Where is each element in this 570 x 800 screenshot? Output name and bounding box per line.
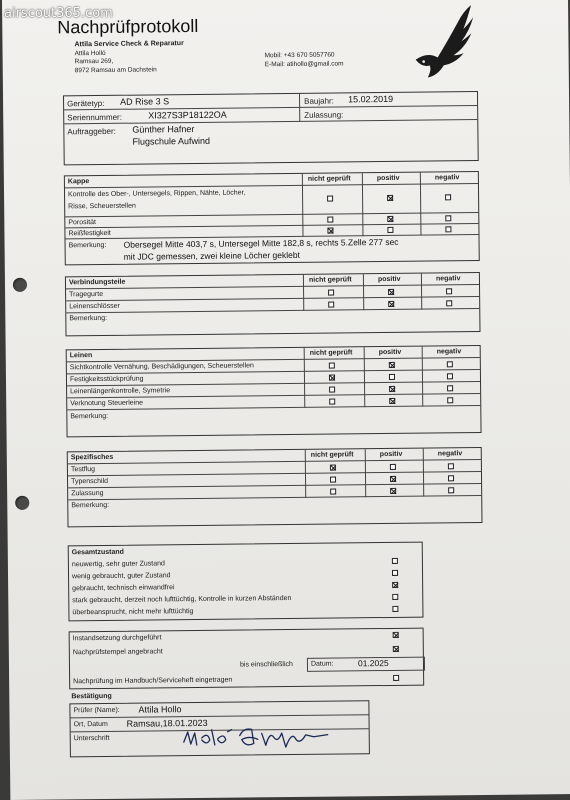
device-info-box <box>63 91 479 165</box>
checkbox-condition[interactable] <box>392 582 398 588</box>
checkbox-negative[interactable] <box>448 463 454 469</box>
row-label: Reißfestigkeit <box>68 229 111 238</box>
checkbox-not-checked[interactable] <box>327 196 333 202</box>
punch-hole <box>13 278 27 292</box>
row-label: Tragegurte <box>69 290 104 299</box>
col-positive: positiv <box>377 275 401 284</box>
col-positive: positiv <box>378 348 402 357</box>
condition-option: stark gebraucht, derzeit noch lufttüchtig, Kontrolle in kurzen Abständen <box>72 595 292 605</box>
checkbox-positive[interactable] <box>389 386 395 392</box>
section-title: Kappe <box>67 178 90 186</box>
date-value: 01.2025 <box>357 657 389 669</box>
company-person: Attila Holló <box>74 49 106 57</box>
col-not-checked: nicht geprüft <box>308 276 352 284</box>
col-negative: negativ <box>435 275 461 283</box>
row-label: Kontrolle des Ober-, Untersegels, Rippen, Nähte, Löcher, <box>68 189 246 199</box>
checkbox-not-checked[interactable] <box>330 489 336 495</box>
checkbox-not-checked[interactable] <box>327 217 333 223</box>
approval-label: Zulassung: <box>304 110 344 120</box>
company-name: Attila Service Check & Reparatur <box>74 40 184 49</box>
checkbox-negative[interactable] <box>446 300 452 306</box>
checkbox-positive[interactable] <box>388 301 394 307</box>
checkbox-manual[interactable] <box>393 675 399 681</box>
company-street: Ramsau 269, <box>74 57 114 66</box>
section-kappe <box>64 171 480 265</box>
condition-option: überbeansprucht, nicht mehr lufttüchtig <box>72 608 194 617</box>
checkbox-negative[interactable] <box>448 487 454 493</box>
checkbox-condition[interactable] <box>392 570 398 576</box>
place-date-value: Ramsau,18.01.2023 <box>126 717 208 729</box>
mobile-number: Mobil: +43 670 5057760 <box>264 51 335 60</box>
checkbox-not-checked[interactable] <box>330 465 336 471</box>
checkbox-stamp[interactable] <box>393 646 399 652</box>
checkbox-positive[interactable] <box>389 374 395 380</box>
checkbox-not-checked[interactable] <box>329 399 335 405</box>
device-type-label: Gerätetyp: <box>67 98 105 109</box>
row-label: Verknotung Steuerleine <box>70 399 144 408</box>
row-label-cont: Risse, Scheuerstellen <box>68 202 136 211</box>
year-label: Baujahr: <box>304 96 334 106</box>
checkbox-positive[interactable] <box>387 195 393 201</box>
col-positive: positiv <box>379 450 403 459</box>
checkbox-not-checked[interactable] <box>328 302 334 308</box>
document-title: Nachprüfprotokoll <box>57 15 199 38</box>
device-type-value: AD Rise 3 S <box>120 96 170 107</box>
confirmation-title: Bestätigung <box>71 692 112 701</box>
row-label: Leinenlängenkontrolle, Symetrie <box>70 387 171 396</box>
checkbox-not-checked[interactable] <box>330 477 336 483</box>
checkbox-positive[interactable] <box>389 398 395 404</box>
protocol-sheet <box>2 0 570 800</box>
col-not-checked: nicht geprüft <box>310 451 354 459</box>
checkbox-negative[interactable] <box>447 385 453 391</box>
condition-option: wenig gebraucht, guter Zustand <box>72 572 171 581</box>
remarks-label: Bemerkung: <box>68 241 107 250</box>
checkbox-repair[interactable] <box>393 632 399 638</box>
inspector-label: Prüfer (Name): <box>73 706 120 715</box>
checkbox-negative[interactable] <box>445 215 451 221</box>
company-contact <box>265 50 344 69</box>
checkbox-positive[interactable] <box>390 488 396 494</box>
manual-label: Nachprüfung im Handbuch/Serviceheft eingetragen <box>73 676 233 686</box>
col-not-checked: nicht geprüft <box>307 175 351 183</box>
remarks-label: Bemerkung: <box>70 412 109 421</box>
section-title: Spezifisches <box>70 453 114 462</box>
section-spezifisches <box>67 447 483 527</box>
col-negative: negativ <box>434 174 460 182</box>
punch-hole <box>15 496 29 510</box>
col-negative: negativ <box>437 450 463 458</box>
serial-label: Seriennummer: <box>67 112 122 123</box>
row-label: Leinenschlösser <box>69 302 120 311</box>
checkbox-negative[interactable] <box>448 475 454 481</box>
checkbox-condition[interactable] <box>392 594 398 600</box>
col-not-checked: nicht geprüft <box>309 349 353 357</box>
checkbox-negative[interactable] <box>445 194 451 200</box>
section-instandsetzung <box>69 628 425 690</box>
serial-value: XI327S3P18122OA <box>148 109 227 121</box>
email-address: E-Mail: atihollo@gmail.com <box>264 60 344 69</box>
company-address <box>74 40 184 75</box>
date-label: Datum: <box>310 660 334 668</box>
inspector-name: Attila Hollo <box>138 704 182 715</box>
remarks-label: Bemerkung: <box>69 314 108 323</box>
section-title: Gesamtzustand <box>71 548 124 557</box>
client-company: Flugschule Aufwind <box>132 135 211 147</box>
checkbox-negative[interactable] <box>445 226 451 232</box>
year-value: 15.02.2019 <box>348 93 394 105</box>
client-label: Auftraggeber: <box>67 126 116 137</box>
row-label: Sichtkontrolle Vernähung, Beschädigungen, Scheuerstellen <box>69 362 254 372</box>
row-label: Typenschild <box>71 477 109 486</box>
place-date-label: Ort, Datum <box>73 720 108 729</box>
checkbox-positive[interactable] <box>389 362 395 368</box>
remarks-line: Obersegel Mitte 403,7 s, Untersegel Mitte 182,8 s, rechts 5.Zelle 277 sec <box>123 236 399 250</box>
row-label: Testflug <box>70 466 96 474</box>
condition-option: neuwertig, sehr guter Zustand <box>71 560 165 569</box>
checkbox-positive[interactable] <box>388 289 394 295</box>
handwritten-signature <box>182 723 332 755</box>
checkbox-not-checked[interactable] <box>329 375 335 381</box>
checkbox-not-checked[interactable] <box>328 290 334 296</box>
checkbox-condition[interactable] <box>392 606 398 612</box>
checkbox-positive[interactable] <box>387 216 393 222</box>
section-title: Verbindungsteile <box>68 278 126 287</box>
col-negative: negativ <box>436 348 462 356</box>
section-gesamtzustand <box>68 542 424 622</box>
checkbox-not-checked[interactable] <box>327 228 333 234</box>
row-label: Festigkeitsstückprüfung <box>69 375 144 384</box>
checkbox-positive[interactable] <box>390 464 396 470</box>
section-leinen <box>66 345 482 437</box>
remarks-line: mit JDC gemessen, zwei kleine Löcher geklebt <box>123 249 300 262</box>
checkbox-positive[interactable] <box>387 227 393 233</box>
client-name: Günther Hafner <box>132 123 195 135</box>
stamp-label: Nachprüfstempel angebracht <box>72 648 163 657</box>
checkbox-negative[interactable] <box>446 288 452 294</box>
checkbox-negative[interactable] <box>447 361 453 367</box>
repair-label: Instandsetzung durchgeführt <box>72 634 162 643</box>
date-field[interactable] <box>307 657 425 672</box>
col-positive: positiv <box>376 174 400 183</box>
signature-label: Unterschrift <box>73 734 110 743</box>
checkbox-negative[interactable] <box>447 397 453 403</box>
checkbox-positive[interactable] <box>390 476 396 482</box>
condition-option: gebraucht, technisch einwandfrei <box>72 584 175 593</box>
checkbox-not-checked[interactable] <box>329 387 335 393</box>
checkbox-not-checked[interactable] <box>329 363 335 369</box>
valid-until-label: bis einschließlich <box>239 660 293 669</box>
row-label: Porosität <box>68 219 96 227</box>
company-city: 8972 Ramsau am Dachstein <box>74 65 157 74</box>
watermark: airscout365.com <box>4 6 113 21</box>
row-label: Zulassung <box>71 489 104 498</box>
eagle-logo-icon <box>407 1 478 82</box>
section-verbindungsteile <box>65 272 481 336</box>
checkbox-negative[interactable] <box>447 373 453 379</box>
remarks-label: Bemerkung: <box>71 501 110 510</box>
section-title: Leinen <box>69 352 93 360</box>
checkbox-condition[interactable] <box>392 558 398 564</box>
